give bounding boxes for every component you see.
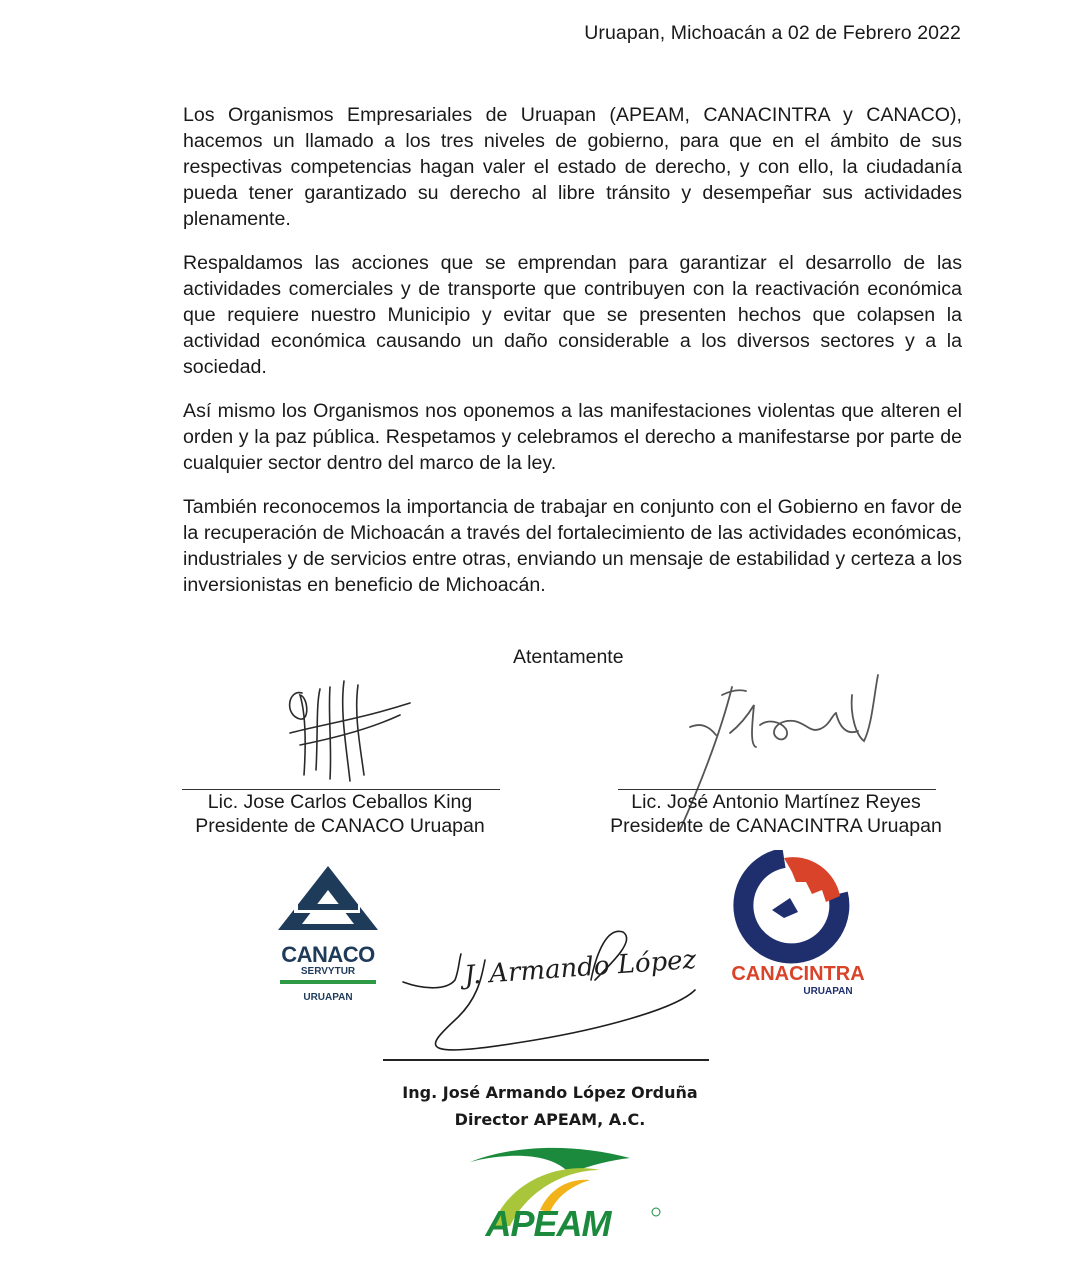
canacintra-logo	[718, 850, 878, 1000]
canacintra-name: CANACINTRA	[731, 963, 865, 985]
document-date: Uruapan, Michoacán a 02 de Febrero 2022	[584, 22, 961, 44]
signature-left	[270, 675, 420, 785]
signatory-center	[340, 1079, 760, 1133]
apeam-logo	[430, 1140, 670, 1245]
signature-line-center	[383, 1059, 709, 1061]
signatory-right-name: Lic. José Antonio Martínez Reyes	[631, 791, 921, 813]
paragraph-4: También reconocemos la importancia de trabajar en conjunto con el Gobierno en favor de la recuperación de Michoacán a través del fortalecimiento de las actividades económicas, industriales y de servicios entre otras, enviando un mensaje de estabilidad y certeza a los inversionistas en beneficio de Michoacán.	[183, 496, 962, 596]
closing-salutation: Atentamente	[513, 646, 624, 668]
canaco-city: URUAPAN	[303, 992, 353, 1003]
canaco-logo	[268, 860, 388, 1010]
canaco-name: CANACO	[281, 942, 375, 967]
signatory-center-title: Director APEAM, A.C.	[454, 1110, 646, 1129]
signature-center-script: J. Armando López	[463, 944, 698, 991]
canaco-sub: SERVYTUR	[300, 966, 356, 977]
signature-center	[395, 920, 715, 1060]
paragraph-1: Los Organismos Empresariales de Uruapan (APEAM, CANACINTRA y CANACO), hacemos un llamado a los tres niveles de gobierno, para que en el ámbito de sus respectivas competencias hagan valer el estado de derecho, y con ello, la ciudadanía pueda tener garantizado su derecho al libre tránsito y desempeñar sus actividades plenamente.	[183, 104, 962, 230]
apeam-name: APEAM	[485, 1203, 611, 1244]
paragraph-2: Respaldamos las acciones que se emprendan para garantizar el desarrollo de las actividades comerciales y de transporte que contribuyen con la reactivación económica que requiere nuestro Municipio y evitar que se presenten hechos que colapsen la actividad económica causando un daño considerable a los diversos sectores y a la sociedad.	[183, 252, 962, 378]
signatory-right	[576, 790, 976, 838]
paragraph-3: Así mismo los Organismos nos oponemos a las manifestaciones violentas que alteren el orden y la paz pública. Respetamos y celebramos el derecho a manifestarse por parte de cualquier sector dentro del marco de la ley.	[183, 400, 962, 474]
signatory-right-title: Presidente de CANACINTRA Uruapan	[610, 815, 942, 837]
signatory-left	[150, 790, 530, 838]
canacintra-city: URUAPAN	[803, 986, 853, 997]
signatory-center-name: Ing. José Armando López Orduña	[402, 1083, 698, 1102]
letter-body	[183, 102, 962, 616]
signatory-left-name: Lic. Jose Carlos Ceballos King	[207, 791, 473, 813]
signatory-left-title: Presidente de CANACO Uruapan	[195, 815, 485, 837]
